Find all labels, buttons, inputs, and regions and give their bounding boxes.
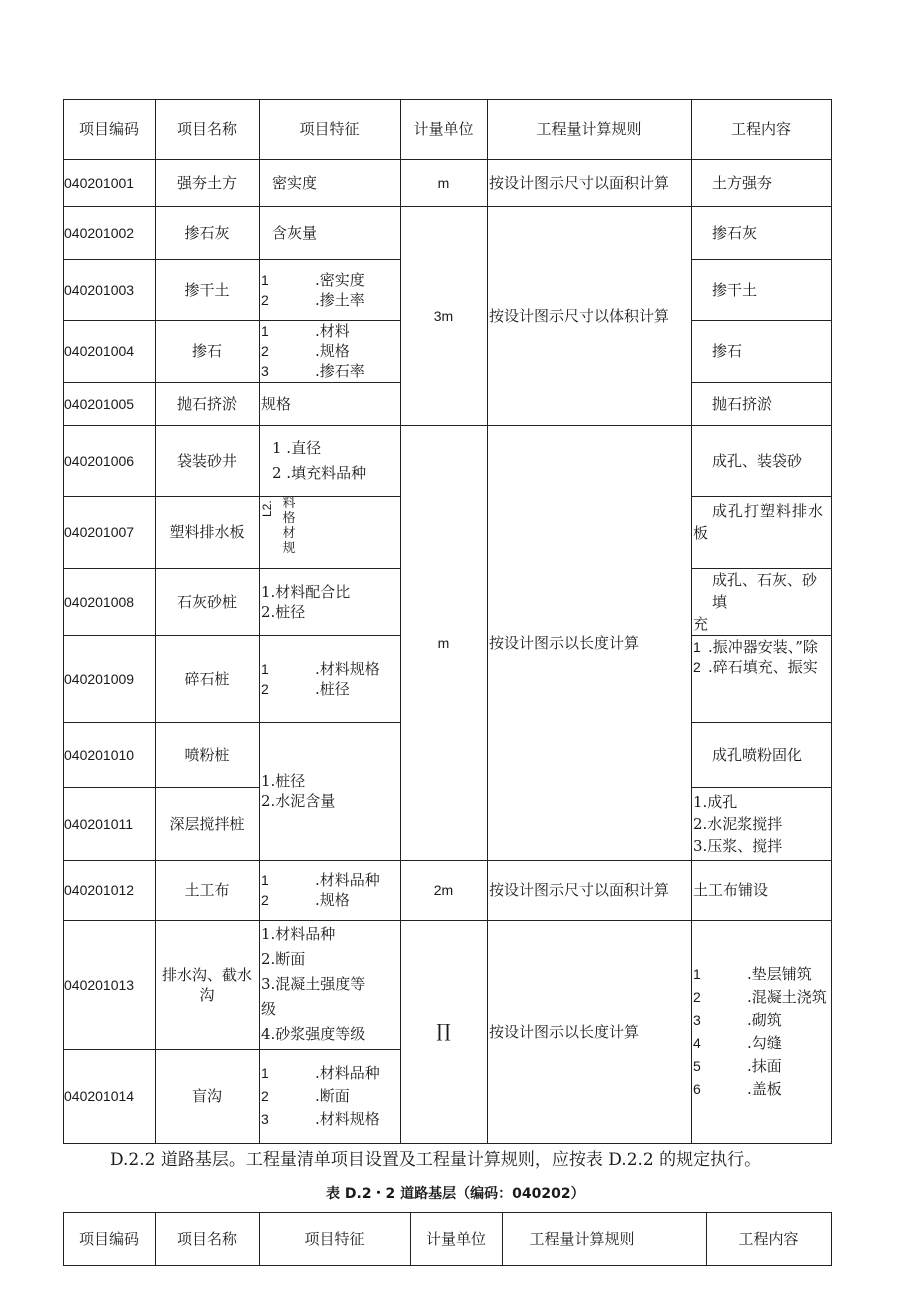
content-line: .勾缝 <box>747 1033 782 1052</box>
table-row-code: 040201005 <box>64 395 135 412</box>
feature-num: 3 <box>261 363 269 379</box>
table-row-name: 深层搅拌桩 <box>169 814 245 833</box>
merged-rule-r2-5: 按设计图示尺寸以体积计算 <box>489 306 670 325</box>
feature-num: 2 <box>261 1087 269 1104</box>
content-line: 成孔、石灰、砂填 <box>712 570 818 611</box>
feature-num: 1 <box>261 271 269 288</box>
table2-header-unit: 计量单位 <box>425 1230 486 1248</box>
header-name: 项目名称 <box>176 120 237 138</box>
table-row-content: 成孔、装袋砂 <box>712 451 803 470</box>
feature-text: .规格 <box>315 342 350 360</box>
table-row-code: 040201011 <box>64 815 134 832</box>
table-row-unit: 2m <box>433 882 454 898</box>
table-row-code: 040201002 <box>64 224 135 241</box>
content-line: .混凝土浇筑 <box>747 987 827 1006</box>
feature-text: .掺土率 <box>315 290 365 309</box>
feature-text: .桩径 <box>315 679 350 698</box>
content-line: .垫层铺筑 <box>747 964 812 983</box>
table-row-name: 掺石 <box>191 342 222 360</box>
table-row-content <box>693 568 831 635</box>
content-num: 2 <box>693 659 701 675</box>
table-caption: 表 D.2・2 道路基层（编码：040202） <box>326 1186 585 1202</box>
content-num: 3 <box>693 1011 701 1028</box>
header-features: 项目特征 <box>299 120 360 138</box>
table-row-name: 袋装砂井 <box>176 451 237 470</box>
content-line: .砌筑 <box>747 1010 782 1029</box>
feature-text: 2.断面 <box>261 950 306 968</box>
content-line: .振冲器安装、”除 <box>708 638 818 656</box>
section-paragraph: D.2.2 道路基层。工程量清单项目设置及工程量计算规则，应按表 D.2.2 的规定执行。 <box>110 1150 762 1170</box>
content-num: 5 <box>693 1057 701 1074</box>
table-row-code: 040201009 <box>64 670 135 687</box>
content-line: 1.成孔 <box>693 792 738 811</box>
table2-header-features: 项目特征 <box>304 1230 365 1248</box>
table2-header-name: 项目名称 <box>176 1230 237 1248</box>
feature-text: 规 <box>282 541 296 556</box>
feature-text: .密实度 <box>315 270 365 289</box>
table-row-code: 040201008 <box>64 593 135 610</box>
table-row-content: 土方强夯 <box>712 173 773 192</box>
table-row-code: 040201006 <box>64 452 135 469</box>
table-row-rule: 按设计图示尺寸以面积计算 <box>489 173 670 192</box>
table-row-name: 土工布 <box>184 881 230 899</box>
table-row-content: 抛石挤淤 <box>712 394 773 413</box>
content-line: 2.水泥浆搅拌 <box>693 814 783 833</box>
table-row-content: 土工布铺设 <box>693 881 769 899</box>
table-row-features: 规格 <box>261 394 292 413</box>
feature-num: 2 <box>261 291 269 308</box>
content-line: 充 <box>693 614 709 633</box>
feature-text: 1 .直径 <box>272 438 322 457</box>
feature-text: 1.材料配合比 <box>261 582 351 601</box>
content-num: 4 <box>693 1034 701 1051</box>
feature-num: 2 <box>261 892 269 908</box>
content-line: .碎石填充、振实 <box>708 658 818 676</box>
feature-num: 1 <box>261 660 269 677</box>
content-num: 1 <box>693 965 701 982</box>
header-code: 项目编码 <box>78 120 139 138</box>
content-line: .抹面 <box>747 1056 782 1075</box>
feature-num: 2 <box>261 343 269 359</box>
feature-num: 2 <box>261 680 269 697</box>
feature-num: 1 <box>261 323 269 339</box>
header-content: 工程内容 <box>730 120 791 138</box>
table-row-name: 碎石桩 <box>184 669 230 688</box>
merged-unit-r13-14: ∏ <box>436 1020 451 1042</box>
table2-header-code: 项目编码 <box>78 1230 139 1248</box>
table-row-rule: 按设计图示尺寸以面积计算 <box>489 881 670 899</box>
feature-text: 格 <box>282 511 296 526</box>
table-row-code: 040201010 <box>64 746 135 763</box>
feature-text: .材料规格 <box>315 1109 380 1128</box>
feature-text: 1.材料品种 <box>261 925 336 943</box>
table-row-code: 040201014 <box>64 1088 135 1104</box>
feature-text: .材料 <box>315 322 350 340</box>
table-row-content <box>693 787 831 860</box>
feature-text: .规格 <box>315 891 350 909</box>
content-num: 1 <box>693 639 701 655</box>
feature-text: .材料品种 <box>315 1063 380 1082</box>
table-row-code: 040201012 <box>64 882 135 898</box>
table-row-name: 排水沟、截水沟 <box>161 965 252 1004</box>
merged-unit-r6-11: m <box>437 634 450 651</box>
table-row-content: 成孔喷粉固化 <box>712 745 803 764</box>
feature-text: .材料规格 <box>315 659 380 678</box>
feature-num: 1 <box>261 1064 269 1081</box>
feature-text: 料 <box>282 496 296 511</box>
table-row-content: 掺石灰 <box>712 223 758 242</box>
content-line: 3.压浆、搅拌 <box>693 836 783 855</box>
table2-header-content: 工程内容 <box>738 1230 799 1248</box>
table-row-name: 盲沟 <box>191 1087 222 1105</box>
table-row-unit: m <box>437 174 450 191</box>
table-row-features <box>261 568 400 635</box>
content-num: 2 <box>693 988 701 1005</box>
feature-text: 级 <box>261 1000 277 1018</box>
table-row-code: 040201007 <box>64 524 135 540</box>
feature-text: 3.混凝土强度等 <box>261 975 366 993</box>
table-row-code: 040201004 <box>64 343 135 359</box>
content-num: 6 <box>693 1080 701 1097</box>
table-row-name: 喷粉桩 <box>184 745 230 764</box>
feature-text: 2.水泥含量 <box>261 792 336 810</box>
table-row-content: 掺干土 <box>712 280 758 299</box>
table-row-name: 石灰砂桩 <box>176 592 237 611</box>
table-row-name: 掺干土 <box>184 280 230 299</box>
table-row-name: 塑料排水板 <box>169 523 245 541</box>
table-row-features <box>261 259 400 320</box>
feature-text: 2.桩径 <box>261 602 306 621</box>
feature-text: .材料品种 <box>315 871 380 889</box>
table-row-code: 040201001 <box>64 174 135 191</box>
merged-rule-r13-14: 按设计图示以长度计算 <box>489 1022 640 1041</box>
table-row-name: 掺石灰 <box>184 223 230 242</box>
content-line: 板 <box>693 524 709 542</box>
feature-text: 1.桩径 <box>261 772 306 790</box>
table-row-code: 040201013 <box>64 976 135 993</box>
table-row-features <box>261 635 400 722</box>
table-row-features <box>261 1049 400 1143</box>
table-row-code: 040201003 <box>64 281 135 298</box>
feature-num: 1 <box>261 872 269 888</box>
feature-text: 2 .填充料品种 <box>272 463 367 482</box>
table-row-name: 抛石挤淤 <box>176 394 237 413</box>
merged-features-r10-11 <box>261 722 400 860</box>
feature-text: 材 <box>282 526 296 541</box>
merged-unit-r2-5: 3m <box>433 307 454 324</box>
table-row-features: 密实度 <box>272 173 318 192</box>
content-line: 成孔打塑料排水 <box>712 502 825 520</box>
header-rule: 工程量计算规则 <box>536 120 642 138</box>
table-row-features <box>272 425 400 496</box>
table-row-features <box>261 320 400 382</box>
feature-num-vertical: L2. <box>260 500 274 518</box>
table-row-features <box>261 860 400 920</box>
table2-header-rule: 工程量计算规则 <box>529 1230 635 1248</box>
table-row-content <box>693 635 831 722</box>
table-row-features: 含灰量 <box>272 223 318 242</box>
header-unit: 计量单位 <box>413 120 474 138</box>
content-line: .盖板 <box>747 1079 782 1098</box>
feature-text: .掺石率 <box>315 362 365 380</box>
table-row-content: 掺石 <box>712 342 743 360</box>
feature-text: .断面 <box>315 1086 350 1105</box>
feature-text: 4.砂浆强度等级 <box>261 1025 366 1043</box>
merged-rule-r6-11: 按设计图示以长度计算 <box>489 633 640 652</box>
table-row-name: 强夯土方 <box>176 173 237 192</box>
table-row-content <box>693 496 831 568</box>
table-row-features <box>261 920 400 1049</box>
feature-num: 3 <box>261 1110 269 1127</box>
merged-content-r13-14 <box>693 920 831 1143</box>
